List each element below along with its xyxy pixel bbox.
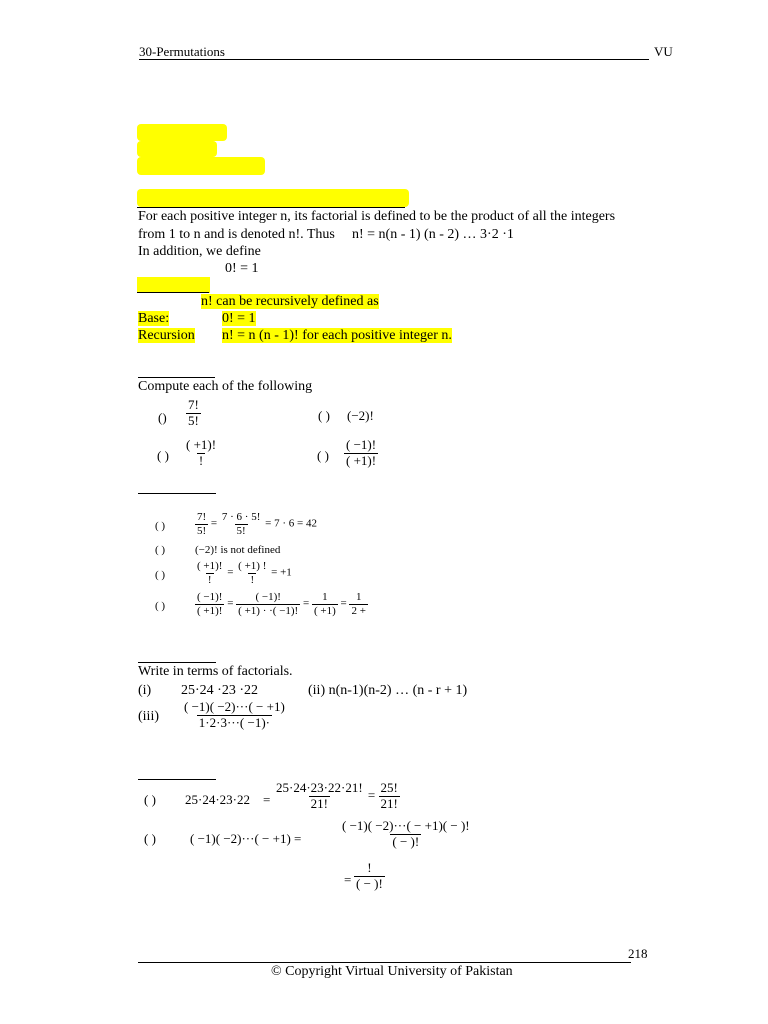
fraction: $\frac{1}{( +1)}$ [313,591,336,617]
item-label: ( ) [144,792,156,807]
highlight-block [137,189,409,207]
fraction: $\frac{1}{2 +}$ [351,591,366,617]
equals-sign: = [263,792,271,807]
definition-line-3: In addition, we define [138,244,261,259]
item-expression: (−2)! [347,408,374,423]
fraction: $\frac{( +1) !}{!}$ [238,560,267,586]
example-underline [138,377,215,378]
fraction: $\frac{( -1)( -2)\cdot\cdot\cdot( - +1)}{1\cdot 2\cdot 3\cdot\cdot\cdot( -1)\cdot}$ [184,699,285,730]
fraction: $\frac{( -1)!}{( +1)!}$ [346,437,377,468]
heading-underline [137,292,209,293]
solution-underline [138,779,216,780]
example-underline [138,662,216,663]
item-label: ( ) [144,831,156,846]
fraction: $\frac{25\cdot 24\cdot 23\cdot 22\cdot 21!}{21!}$ [276,780,363,811]
highlight-block [137,277,210,293]
fraction: $\frac{( +1)!}{!}$ [197,560,223,586]
recursive-intro: n! can be recursively defined as [201,294,379,309]
fraction: $\frac{( -1)( -2)\cdot\cdot\cdot( - +1)( - )!}{( - )!}$ [342,818,470,849]
fraction: $\frac{25!}{21!}$ [380,780,398,811]
result: = +1 [271,566,292,579]
item-label: (i) [138,683,152,698]
heading-underline [137,207,405,208]
definition-line-1: For each positive integer n, its factorial is defined to be the product of all the integers [138,209,616,224]
item-label: ( ) [317,448,329,463]
page-number: 218 [628,946,648,961]
item-label: ( ) [155,520,166,532]
highlight-block [137,157,265,175]
solution-underline [138,493,216,494]
definition-formula: n! = n(n - 1) (n - 2) … 3·2 ·1 [352,227,514,242]
fraction: $\frac{!}{( - )!}$ [356,860,383,891]
item-label: ( ) [155,569,166,581]
equals-sign: = [302,597,310,610]
equals-sign: = [227,566,234,579]
fraction: $\frac{( -1)!}{( +1)!}$ [197,591,223,617]
example1-prompt: Compute each of the following [138,379,313,394]
item-label: (iii) [138,709,159,724]
recursion-value: n! = n (n - 1)! for each positive integer n. [222,328,452,343]
item-label: () [158,410,167,425]
definition-line-2a: from 1 to n and is denoted n!. Thus [138,227,335,242]
copyright-text: © Copyright Virtual University of Pakistan [271,964,513,979]
product-expression: 25·24·23·22 [185,792,250,807]
base-label: Base: [138,311,170,326]
highlight-block [137,141,217,157]
footer-rule [138,962,631,963]
product-expression: ( −1)( −2)···( − +1) = [190,831,302,846]
fraction: $\frac{7 \cdot 6 \cdot 5!}{5!}$ [221,511,261,537]
base-value: 0! = 1 [222,311,256,326]
item-label: ( ) [155,600,166,612]
zero-factorial: 0! = 1 [225,261,259,276]
equals-sign: = [227,597,234,610]
equals-sign: = [367,787,376,803]
item-label: ( ) [155,544,166,556]
not-defined-text: (−2)! is not defined [195,544,281,556]
product-expression: 25·24 ·23 ·22 [181,683,258,698]
equals-sign: = [210,517,218,530]
product-expression-ii: (ii) n(n-1)(n-2) … (n - r + 1) [308,683,468,698]
item-label: ( ) [318,408,330,423]
result: = 7 · 6 = 42 [265,517,317,530]
fraction: $\frac{7!}{5!}$ [188,397,199,428]
equals-sign: = [344,872,352,887]
example2-prompt: Write in terms of factorials. [138,664,293,679]
recursion-label: Recursion [138,328,195,343]
item-label: ( ) [157,448,169,463]
fraction: $\frac{7!}{5!}$ [197,511,207,537]
header-title: 30-Permutations [139,44,225,59]
header-right: VU [654,44,673,59]
equals-sign: = [340,597,347,610]
header-rule [139,59,649,60]
fraction: $\frac{( -1)!}{( +1) \cdot \cdot( -1)!}$ [238,591,299,617]
highlight-block [137,124,227,141]
fraction: $\frac{( +1)!}{!}$ [186,437,217,468]
